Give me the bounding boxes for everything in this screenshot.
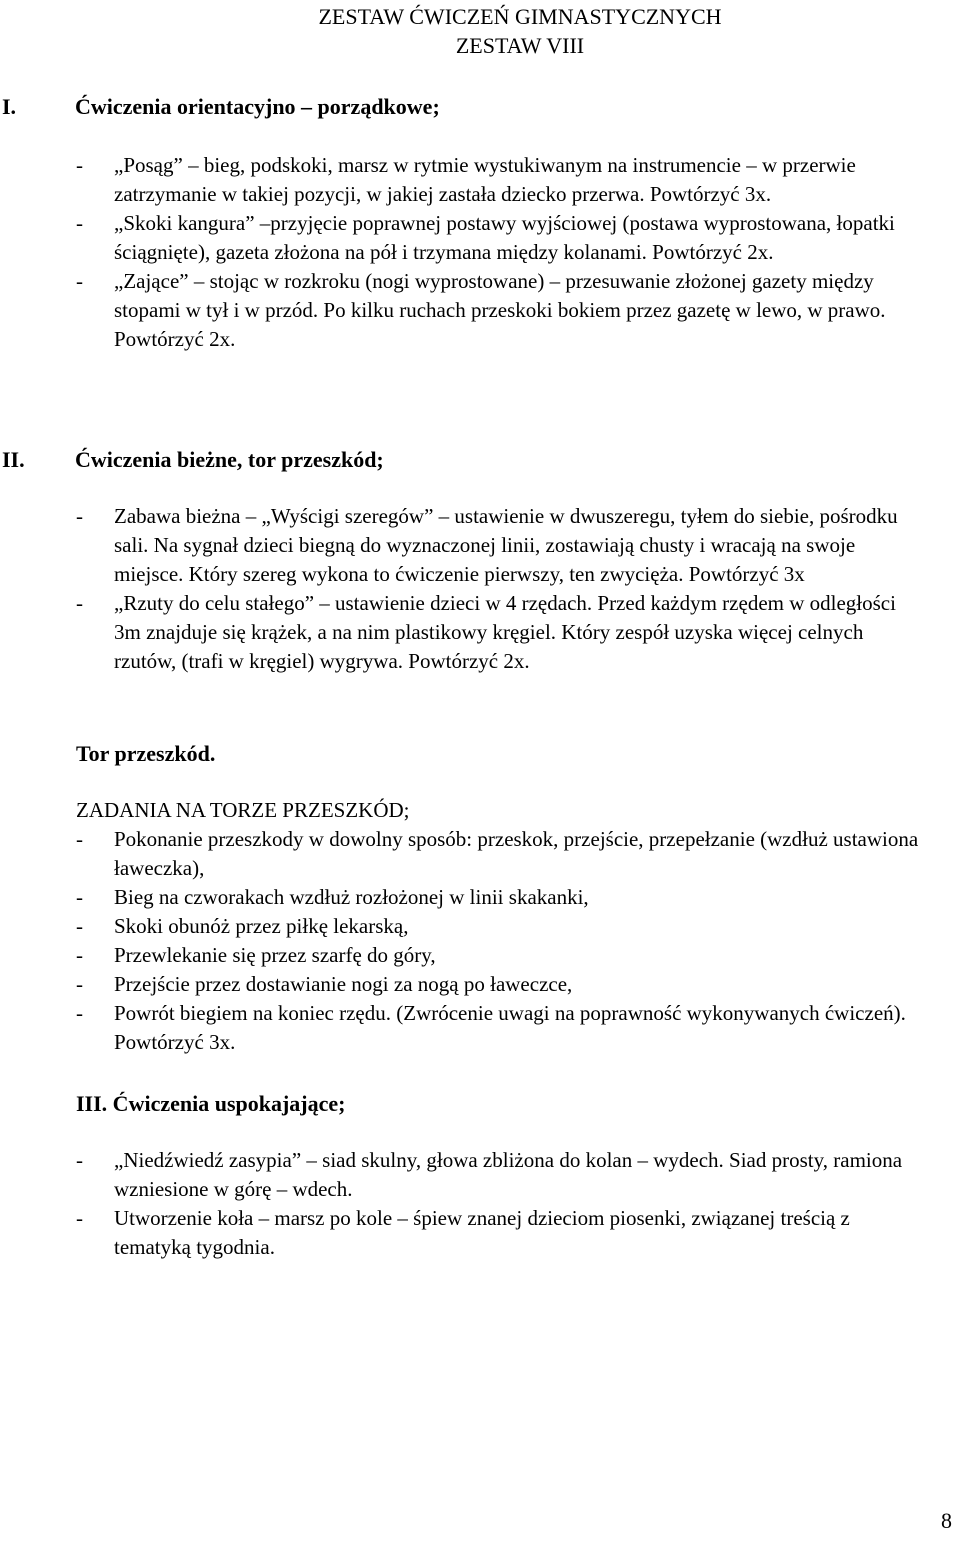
list-item [76,1204,928,1262]
list-item [76,941,928,970]
list-item [76,209,928,267]
list-item [76,151,928,209]
section-1-list [76,151,928,354]
list-item-text: „Rzuty do celu stałego” – ustawienie dzieci w 4 rzędach. Przed każdym rzędem w odległości 3m znajduje się krążek, a na nim plastikowy kręgiel. Który zespół uzyska więcej celnych rzutów, (trafi w kręgiel) wygrywa. Powtórzyć 2x. [114,591,896,673]
list-dash: - [76,943,83,967]
obstacle-tasks-list [76,825,928,1057]
list-item [76,267,928,354]
list-item-text: Zabawa bieżna – „Wyścigi szeregów” – ustawienie w dwuszeregu, tyłem do siebie, pośrodku sali. Na sygnał dzieci biegną do wyznaczonej linii, zostawiają chusty i wracają na swoje miejsce. Który szereg wykona to ćwiczenie pierwszy, ten zwycięża. Powtórzyć 3x [114,504,898,586]
list-dash: - [76,972,83,996]
section-3-list [76,1146,928,1262]
list-item-text: Utworzenie koła – marsz po kole – śpiew znanej dzieciom piosenki, związanej treścią z tematyką tygodnia. [114,1206,850,1259]
document-title-block [0,4,960,59]
list-dash: - [76,827,83,851]
page-number: 8 [941,1508,952,1533]
section-2-list [76,502,928,676]
list-item-text: Pokonanie przeszkody w dowolny sposób: przeskok, przejście, przepełzanie (wzdłuż ustawiona ławeczka), [114,827,919,880]
list-item [76,912,928,941]
list-item-text: „Niedźwiedź zasypia” – siad skulny, głowa zbliżona do kolan – wydech. Siad prosty, ramiona wzniesione w górę – wdech. [114,1148,903,1201]
document-subtitle-text: ZESTAW VIII [455,33,585,58]
list-item [76,970,928,999]
section-1-title: Ćwiczenia orientacyjno – porządkowe; [75,94,440,119]
list-dash: - [76,1001,83,1025]
section-2-title: Ćwiczenia bieżne, tor przeszkód; [75,447,384,472]
list-item [76,502,928,589]
list-item [76,589,928,676]
list-dash: - [76,1206,83,1230]
list-item [76,1146,928,1204]
obstacle-course-heading: Tor przeszkód. [76,741,216,766]
list-dash: - [76,1148,83,1172]
list-item-text: „Posąg” – bieg, podskoki, marsz w rytmie wystukiwanym na instrumencie – w przerwie zatrzymanie w takiej pozycji, w jakiej zastała dziecko przerwa. Powtórzyć 3x. [114,153,856,206]
list-item-text: „Zające” – stojąc w rozkroku (nogi wyprostowane) – przesuwanie złożonej gazety między stopami w tył i w przód. Po kilku ruchach przeskoki bokiem przez gazetę w lewo, w prawo. Powtórzyć 2x. [114,269,886,351]
list-item-text: Bieg na czworakach wzdłuż rozłożonej w linii skakanki, [114,885,589,909]
list-dash: - [76,591,83,615]
list-item [76,825,928,883]
list-item-text: Przewlekanie się przez szarfę do góry, [114,943,436,967]
section-2-number: II. [2,447,25,472]
list-item [76,999,928,1057]
list-item-text: Skoki obunóż przez piłkę lekarską, [114,914,409,938]
list-item-text: Przejście przez dostawianie nogi za nogą po ławeczce, [114,972,573,996]
list-item-text: Powrót biegiem na koniec rzędu. (Zwrócenie uwagi na poprawność wykonywanych ćwiczeń). Powtórzyć 3x. [114,1001,906,1054]
list-dash: - [76,885,83,909]
section-3-heading: III. Ćwiczenia uspokajające; [76,1091,346,1116]
section-1-number: I. [2,94,17,119]
obstacle-tasks-heading: ZADANIA NA TORZE PRZESZKÓD; [76,798,410,822]
list-item [76,883,928,912]
list-dash: - [76,914,83,938]
document-title-text: ZESTAW ĆWICZEŃ GIMNASTYCZNYCH [318,4,722,29]
list-item-text: „Skoki kangura” –przyjęcie poprawnej postawy wyjściowej (postawa wyprostowana, łopatki ściągnięte), gazeta złożona na pół i trzymana między kolanami. Powtórzyć 2x. [114,211,895,264]
list-dash: - [76,269,83,293]
list-dash: - [76,504,83,528]
list-dash: - [76,211,83,235]
list-dash: - [76,153,83,177]
